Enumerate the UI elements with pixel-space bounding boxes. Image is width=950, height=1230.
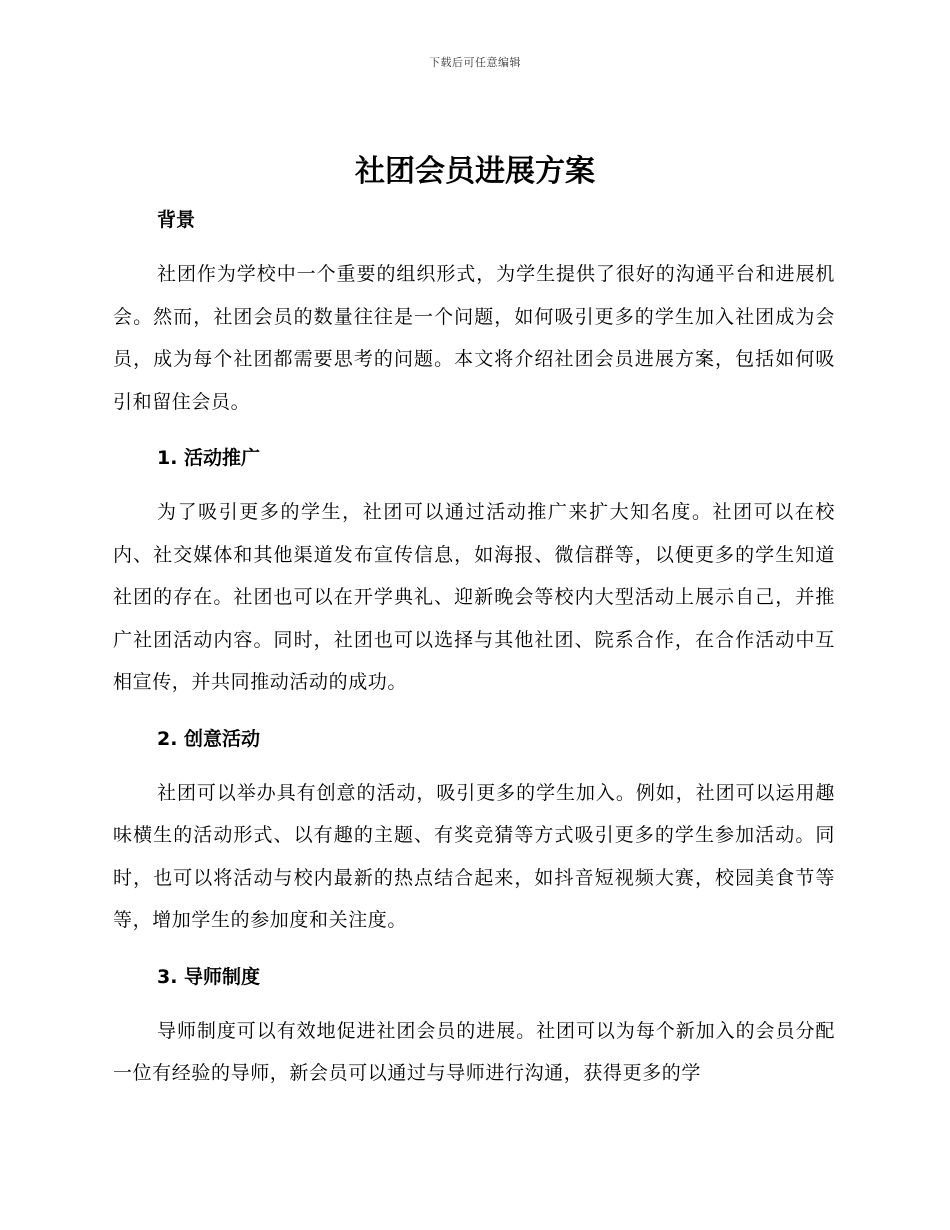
section-paragraph: 社团可以举办具有创意的活动，吸引更多的学生加入。例如，社团可以运用趣味横生的活动形式、以有趣的主题、有奖竞猜等方式吸引更多的学生参加活动。同时，也可以将活动与校内最新的热点结合起来，如抖音短视频大赛，校园美食节等等，增加学生的参加度和关注度。 xyxy=(113,781,835,931)
section-heading: 1. 活动推广 xyxy=(157,447,261,469)
section-paragraph: 社团作为学校中一个重要的组织形式，为学生提供了很好的沟通平台和进展机会。然而，社团会员的数量往往是一个问题，如何吸引更多的学生加入社团成为会员，成为每个社团都需要思考的问题。本文将介绍社团会员进展方案，包括如何吸引和留住会员。 xyxy=(113,263,835,413)
section-background xyxy=(113,199,835,423)
section-heading: 背景 xyxy=(157,209,196,231)
document-body xyxy=(113,199,835,1109)
section-activity-promotion xyxy=(113,437,835,704)
section-paragraph: 导师制度可以有效地促进社团会员的进展。社团可以为每个新加入的会员分配一位有经验的导师，新会员可以通过与导师进行沟通，获得更多的学 xyxy=(113,1019,835,1084)
section-mentor-system xyxy=(113,956,835,1095)
section-paragraph: 为了吸引更多的学生，社团可以通过活动推广来扩大知名度。社团可以在校内、社交媒体和其他渠道发布宣传信息，如海报、微信群等，以便更多的学生知道社团的存在。社团也可以在开学典礼、迎新晚会等校内大型活动上展示自己，并推广社团活动内容。同时，社团也可以选择与其他社团、院系合作，在合作活动中互相宣传，并共同推动活动的成功。 xyxy=(113,501,835,693)
document-title: 社团会员进展方案 xyxy=(355,154,595,189)
header-note: 下载后可任意编辑 xyxy=(429,56,521,69)
section-heading: 2. 创意活动 xyxy=(157,727,261,750)
section-heading: 3. 导师制度 xyxy=(157,965,261,988)
section-creative-activities xyxy=(113,718,835,942)
